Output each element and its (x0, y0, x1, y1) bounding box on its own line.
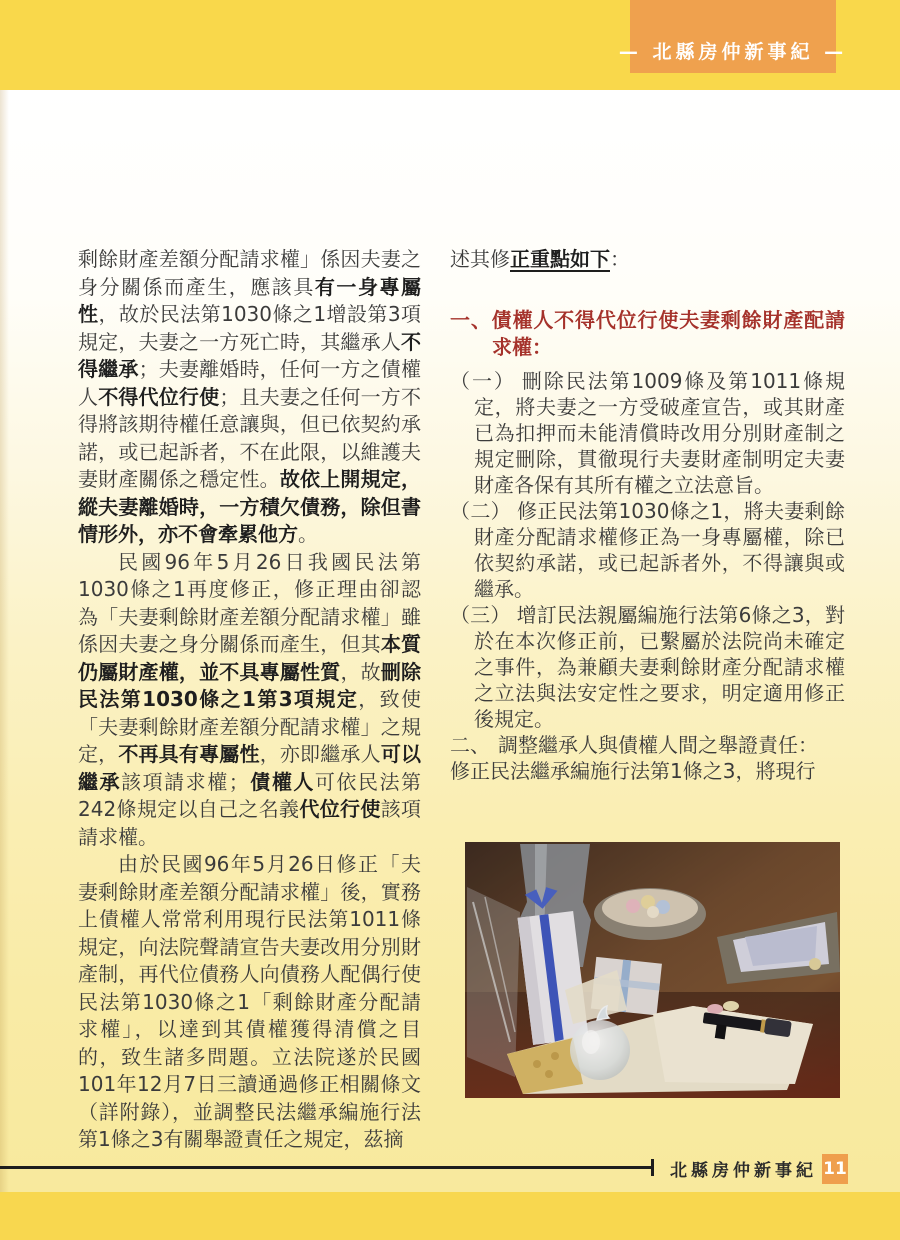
emphasized-text: 可以繼承 (78, 742, 421, 794)
paragraph (78, 549, 421, 852)
body-text: ，故於民法第1030條之1增設第3項規定，夫妻之一方死亡時，其繼承人 (78, 302, 421, 354)
emphasized-text: 故依上開規定，縱夫妻離婚時，一方積欠債務，除但書情形外，亦不會牽累他方 (78, 467, 421, 546)
body-text: 該項請求權； (121, 769, 249, 794)
item-label: （二） (450, 499, 511, 523)
intro-line (450, 246, 845, 272)
item-label: （三） (450, 603, 511, 627)
page-title: — 北縣房仲新事紀 — (618, 41, 848, 63)
body-text: 由於民國96年5月26日修正「夫妻剩餘財產差額分配請求權」後，實務上債權人常常利用現行民法第1011條規定，向法院聲請宣告夫妻改用分別財產制，再代位債務人向債務人配偶行使民法第1030條之1「剩餘財產分配請求權」，以達到其債權獲得清償之目的，致生諸多問題。立法院遂於民國101年12月7日三讀通過修正相關條文（詳附錄），並調整民法繼承編施行法第1條之3有關舉證責任之規定，茲摘 (78, 852, 421, 1151)
emphasized-text: 刪除民法第1030條之1第3項規定 (78, 659, 421, 711)
item-text: 刪除民法第1009條及第1011條規定，將夫妻之一方受破產宣告，或其財產已為扣押而未能清償時改用分別財產制之規定刪除，貫徹現行夫妻財產制明定夫妻財產各保有其所有權之立法意旨。 (474, 369, 846, 497)
emphasized-text: 代位行使 (299, 797, 381, 821)
item-text: 增訂民法親屬編施行法第6條之3，對於在本次修正前，已繫屬於法院尚未確定之事件，為兼顧夫妻剩餘財產分配請求權之立法與法安定性之要求，明定適用修正後規定。 (474, 603, 845, 731)
body-text: ，致使「夫妻剩餘財產差額分配請求權」之規定， (78, 687, 422, 766)
section-heading-1: 一、債權人不得代位行使夫妻剩餘財產配請求權： (450, 308, 845, 359)
header-title-box (618, 0, 848, 73)
bottom-band (0, 1192, 900, 1240)
section-body: 修正民法繼承編施行法第1條之3，將現行 (450, 759, 816, 783)
body-text: 民國96年5月26日我國民法第1030條之1再度修正，修正理由卻認為「夫妻剩餘財產差額分配請求權」雖係因夫妻之身分關係而產生，但其 (78, 549, 421, 656)
section-heading-2 (450, 732, 845, 758)
body-text: 述其修 (450, 247, 510, 271)
body-text: ；且夫妻之任何一方不得將該期待權任意讓與，但已依契約承諾，或已起訴者，不在此限，以維護夫妻財產關係之穩定性。 (78, 384, 421, 491)
list-item (450, 498, 845, 602)
page-number: 11 (823, 1159, 847, 1179)
paragraph (78, 246, 421, 549)
page-number-badge (822, 1154, 848, 1184)
emphasized-text: 本質仍屬財產權，並不具專屬性質 (78, 632, 421, 684)
body-text: 該項請求權。 (78, 797, 422, 849)
emphasized-text: 有一身專屬性 (78, 274, 422, 326)
list-item (450, 602, 845, 732)
right-text-column (450, 246, 845, 784)
body-text: ，亦即繼承人 (259, 742, 381, 766)
body-text: ，故 (340, 659, 381, 684)
section-title: 調整繼承人與債權人間之舉證責任： (498, 733, 818, 757)
body-text: ；夫妻離婚時，任何一方之債權人 (78, 357, 421, 409)
page-edge-shadow (0, 90, 9, 1192)
footer-rule-end-tick (651, 1159, 654, 1176)
section-number: 二、 (450, 733, 490, 757)
item-text: 修正民法第1030條之1，將夫妻剩餘財產分配請求權修正為一身專屬權，除已依契約承諾，或已起訴者外，不得讓與或繼承。 (474, 499, 846, 601)
still-life-photo (465, 842, 840, 1098)
left-text-column (78, 246, 421, 1154)
emphasized-text: 債權人 (248, 769, 315, 794)
body-text: 剩餘財產差額分配請求權」係因夫妻之身分關係而產生，應該具 (78, 247, 421, 299)
body-text: 。 (298, 522, 318, 546)
emphasized-text: 不得繼承 (78, 329, 421, 381)
list-item (450, 368, 845, 498)
still-life-photo-art (465, 842, 840, 1098)
emphasized-text: 不再具有專屬性 (118, 742, 260, 766)
footer-rule (0, 1166, 653, 1169)
body-text: 可依民法第242條規定以自己之名義 (78, 769, 422, 821)
emphasized-text: 不得代位行使 (98, 384, 220, 409)
body-text: ： (610, 247, 630, 271)
emphasized-text: 正重點如下 (510, 247, 610, 271)
item-label: （一） (450, 369, 516, 393)
paragraph (78, 851, 421, 1154)
footer-journal-title: 北縣房仲新事紀 (670, 1161, 817, 1181)
